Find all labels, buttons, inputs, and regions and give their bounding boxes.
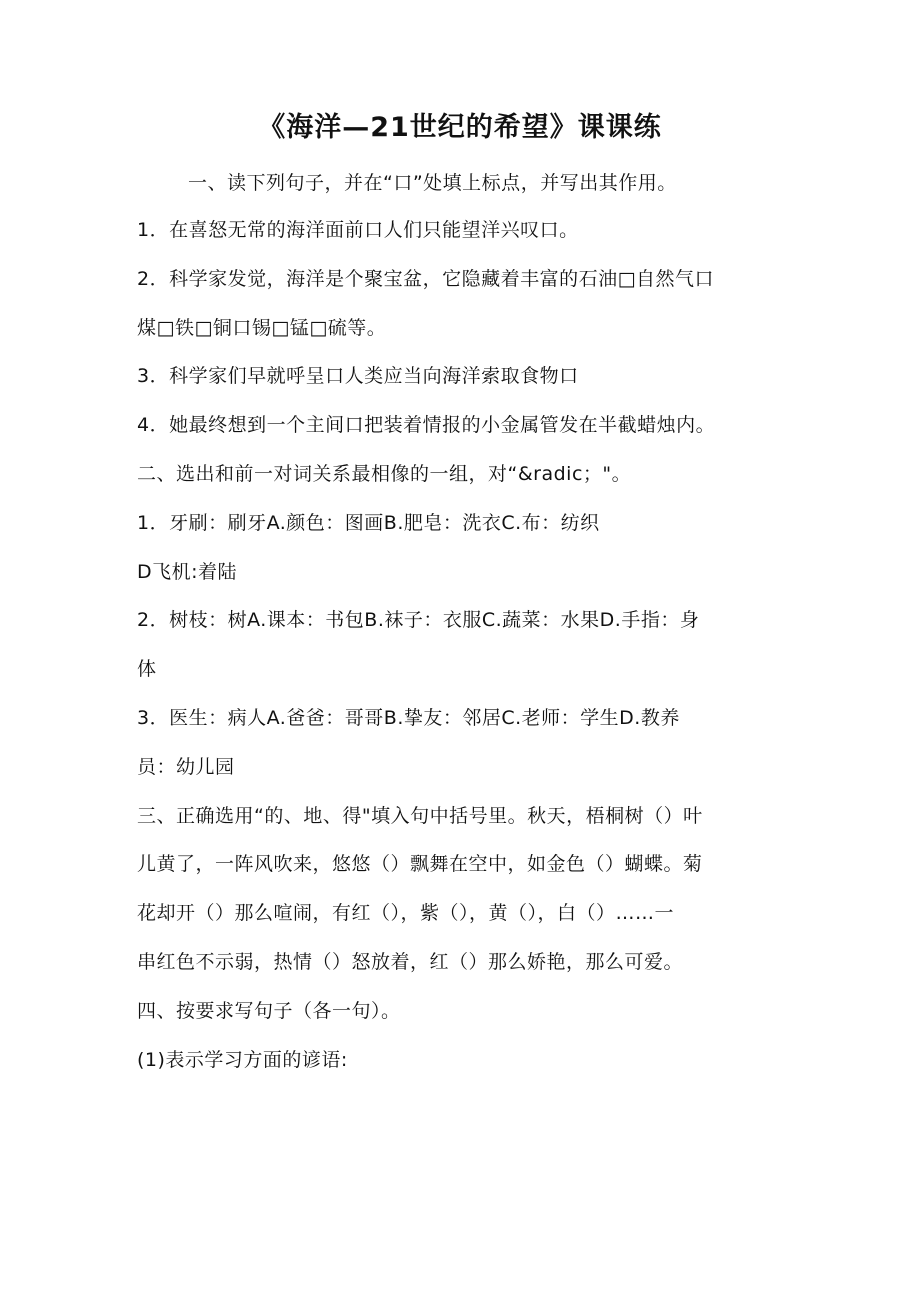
question-line: 4．她最终想到一个主间口把装着情报的小金属管发在半截蜡烛内。	[137, 414, 716, 436]
section-three-text: 三、正确选用“的、地、得"填入句中括号里。秋天，梧桐树（）叶	[137, 805, 703, 827]
section-three-text: 儿黄了，一阵风吹来，悠悠（）飘舞在空中，如金色（）蝴蝶。菊	[137, 853, 703, 875]
section-one-heading: 一、读下列句子，并在“口”处填上标点，并写出其作用。	[188, 172, 677, 194]
section-three-text: 串红色不示弱，热情（）怒放着，红（）那么娇艳，那么可爱。	[137, 951, 684, 973]
question-line: 2．树枝：树A.课本：书包B.袜子：衣服C.蔬菜：水果D.手指：身	[137, 609, 700, 631]
question-line: 煤□铁□铜口锡□锰□硫等。	[137, 317, 387, 339]
question-line: 2．科学家发觉，海洋是个聚宝盆，它隐藏着丰富的石油□自然气口	[137, 268, 715, 290]
question-line: (1)表示学习方面的谚语:	[137, 1049, 348, 1071]
question-line: 3．医生：病人A.爸爸：哥哥B.挚友：邻居C.老师：学生D.教养	[137, 707, 680, 729]
question-line: 1．在喜怒无常的海洋面前口人们只能望洋兴叹口。	[137, 219, 579, 241]
question-line: 1．牙刷：刷牙A.颜色：图画B.肥皂：洗衣C.布：纺织	[137, 512, 600, 534]
document-title: 《海洋—21世纪的希望》课课练	[258, 112, 662, 143]
question-line: D飞机:着陆	[137, 561, 238, 583]
section-three-text: 花却开（）那么喧闹，有红（），紫（），黄（），白（）……一	[137, 902, 675, 924]
section-two-heading: 二、选出和前一对词关系最相像的一组，对“&radic；"。	[137, 463, 632, 485]
question-line: 员：幼儿园	[137, 756, 235, 778]
question-line: 3．科学家们早就呼呈口人类应当向海洋索取食物口	[137, 365, 579, 387]
section-four-heading: 四、按要求写句子（各一句）。	[137, 1000, 401, 1022]
question-line: 体	[137, 658, 157, 680]
